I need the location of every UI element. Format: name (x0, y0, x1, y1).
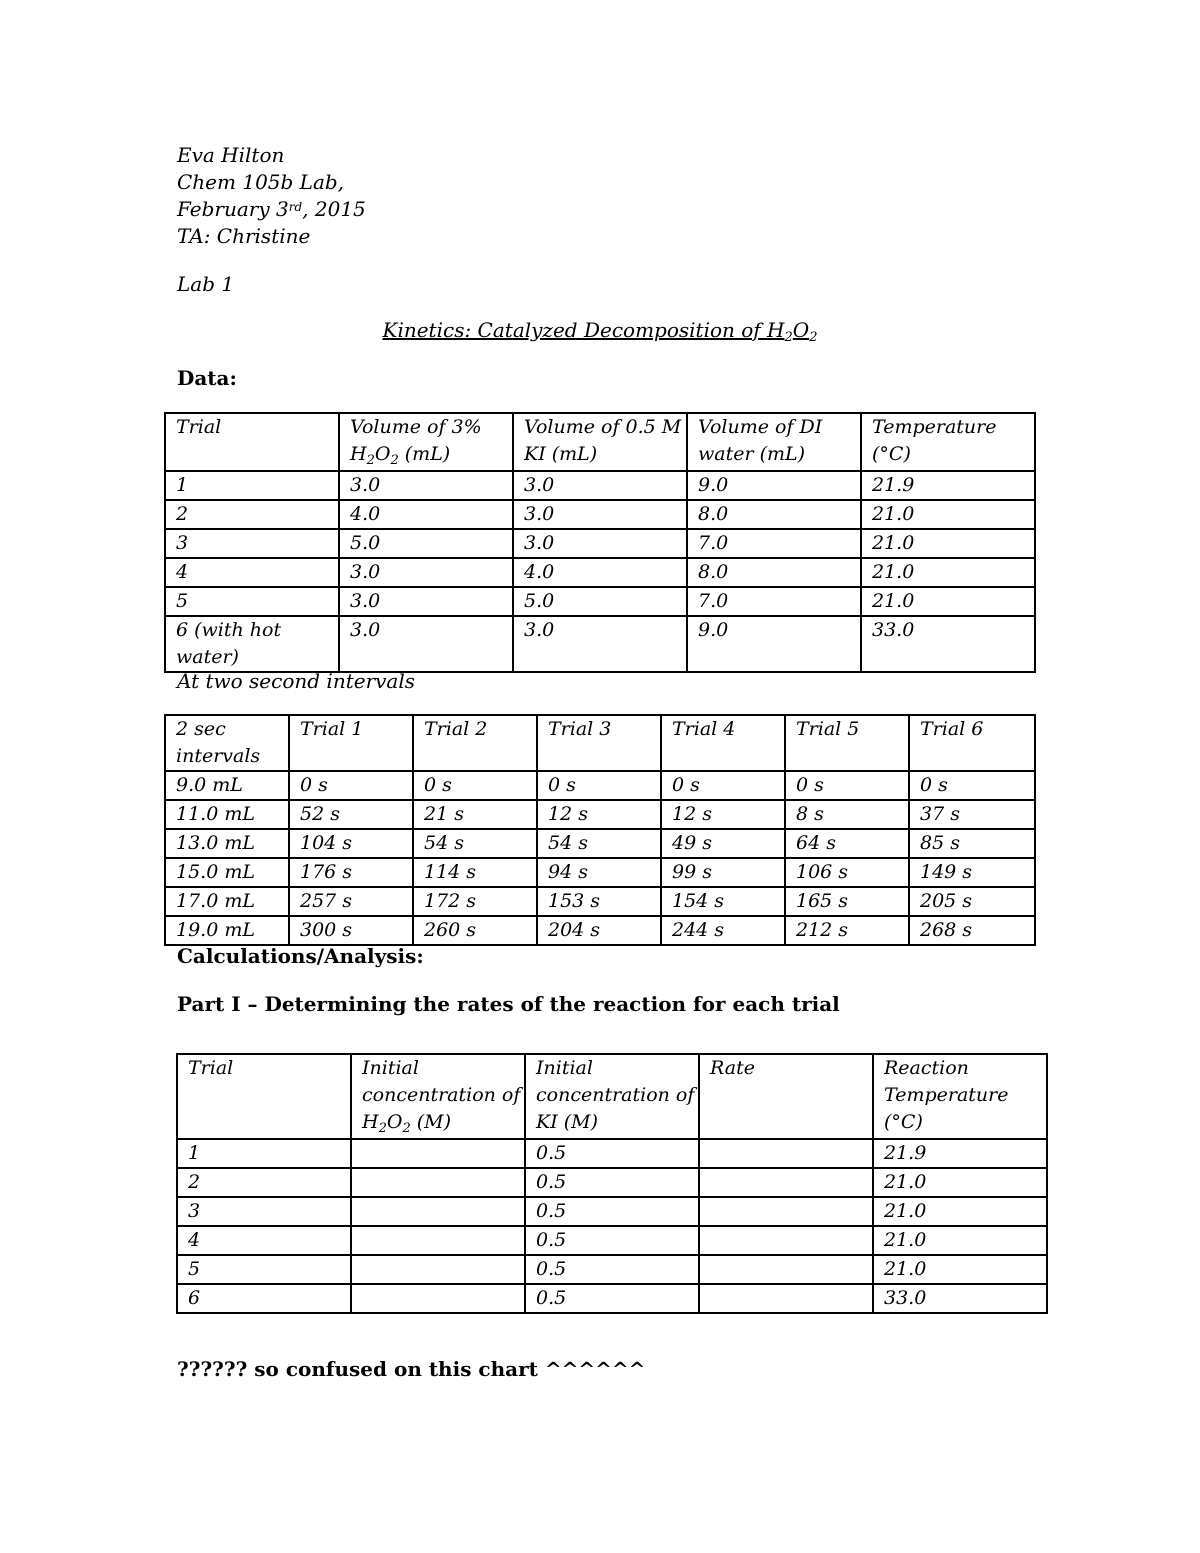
cell-ki: 3.0 (513, 471, 687, 500)
table-row (177, 1226, 1047, 1255)
cell-volume: 9.0 mL (165, 771, 289, 800)
intervals-table (164, 714, 1036, 946)
cell-ki-concentration: 0.5 (525, 1284, 699, 1313)
course-name: Chem 105b Lab, (177, 170, 345, 194)
header-rate: Rate (699, 1054, 873, 1139)
cell-h2o2-concentration (351, 1168, 525, 1197)
cell-time: 204 s (537, 916, 661, 945)
cell-time: 0 s (909, 771, 1035, 800)
cell-time: 8 s (785, 800, 909, 829)
cell-ki-concentration: 0.5 (525, 1226, 699, 1255)
cell-time: 212 s (785, 916, 909, 945)
cell-time: 205 s (909, 887, 1035, 916)
ta-name: TA: Christine (177, 224, 311, 248)
header-block (177, 142, 366, 250)
cell-h2o2-concentration (351, 1139, 525, 1168)
cell-ki-concentration: 0.5 (525, 1255, 699, 1284)
cell-time: 12 s (537, 800, 661, 829)
cell-volume: 13.0 mL (165, 829, 289, 858)
header-water-volume: Volume of DI water (mL) (687, 413, 861, 471)
cell-rate (699, 1168, 873, 1197)
header-h2o2-concentration: Initial concentration of $H_2O_2$ (M) (351, 1054, 525, 1139)
rates-table (176, 1053, 1048, 1314)
cell-time: 0 s (785, 771, 909, 800)
cell-ki: 4.0 (513, 558, 687, 587)
header-trial-4: Trial 4 (661, 715, 785, 771)
cell-time: 154 s (661, 887, 785, 916)
cell-trial: 2 (177, 1168, 351, 1197)
cell-time: 106 s (785, 858, 909, 887)
cell-water: 7.0 (687, 529, 861, 558)
table-row (177, 1284, 1047, 1313)
cell-time: 300 s (289, 916, 413, 945)
cell-volume: 15.0 mL (165, 858, 289, 887)
header-ki-concentration: Initial concentration of KI (M) (525, 1054, 699, 1139)
table-row (165, 616, 1035, 672)
cell-time: 64 s (785, 829, 909, 858)
cell-time: 260 s (413, 916, 537, 945)
cell-temp: 21.0 (873, 1168, 1047, 1197)
cell-time: 49 s (661, 829, 785, 858)
table-row (165, 800, 1035, 829)
cell-rate (699, 1284, 873, 1313)
cell-temp: 21.9 (873, 1139, 1047, 1168)
cell-time: 149 s (909, 858, 1035, 887)
cell-temp: 21.0 (861, 500, 1035, 529)
lab-number: Lab 1 (177, 272, 235, 296)
table-header-row (165, 715, 1035, 771)
header-h2o2-volume: Volume of 3% $H_2O_2$ (mL) (339, 413, 513, 471)
cell-h2o2: 3.0 (339, 558, 513, 587)
cell-trial: 5 (177, 1255, 351, 1284)
cell-h2o2-concentration (351, 1197, 525, 1226)
header-interval: 2 sec intervals (165, 715, 289, 771)
header-trial-3: Trial 3 (537, 715, 661, 771)
cell-temp: 21.0 (873, 1226, 1047, 1255)
table-row (177, 1139, 1047, 1168)
table-row (165, 771, 1035, 800)
cell-time: 0 s (413, 771, 537, 800)
cell-ki-concentration: 0.5 (525, 1168, 699, 1197)
volumes-table (164, 412, 1036, 673)
table-row (165, 858, 1035, 887)
cell-temp: 33.0 (861, 616, 1035, 672)
part-one-heading: Part I – Determining the rates of the reaction for each trial (177, 992, 840, 1016)
table-header-row (165, 413, 1035, 471)
cell-water: 8.0 (687, 558, 861, 587)
cell-time: 37 s (909, 800, 1035, 829)
cell-h2o2-concentration (351, 1284, 525, 1313)
cell-time: 0 s (289, 771, 413, 800)
data-heading: Data: (177, 366, 237, 390)
cell-trial: 3 (165, 529, 339, 558)
cell-trial: 6 (177, 1284, 351, 1313)
cell-water: 9.0 (687, 616, 861, 672)
table-row (165, 500, 1035, 529)
cell-time: 176 s (289, 858, 413, 887)
cell-time: 172 s (413, 887, 537, 916)
cell-rate (699, 1226, 873, 1255)
cell-temp: 21.0 (861, 587, 1035, 616)
cell-temp: 21.0 (861, 558, 1035, 587)
cell-temp: 21.0 (873, 1255, 1047, 1284)
cell-ki: 3.0 (513, 500, 687, 529)
cell-time: 244 s (661, 916, 785, 945)
table-row (165, 587, 1035, 616)
cell-volume: 11.0 mL (165, 800, 289, 829)
cell-rate (699, 1255, 873, 1284)
cell-ki: 3.0 (513, 529, 687, 558)
date: February 3rd, 2015 (177, 197, 366, 221)
cell-time: 12 s (661, 800, 785, 829)
header-trial: Trial (177, 1054, 351, 1139)
cell-time: 21 s (413, 800, 537, 829)
footer-note: ?????? so confused on this chart ^^^^^^ (177, 1357, 646, 1381)
cell-time: 257 s (289, 887, 413, 916)
cell-h2o2: 3.0 (339, 587, 513, 616)
header-reaction-temperature: Reaction Temperature (°C) (873, 1054, 1047, 1139)
cell-volume: 19.0 mL (165, 916, 289, 945)
table-row (165, 916, 1035, 945)
cell-time: 85 s (909, 829, 1035, 858)
cell-h2o2-concentration (351, 1255, 525, 1284)
cell-rate (699, 1197, 873, 1226)
header-trial-6: Trial 6 (909, 715, 1035, 771)
cell-h2o2: 5.0 (339, 529, 513, 558)
cell-trial: 3 (177, 1197, 351, 1226)
cell-trial: 4 (165, 558, 339, 587)
cell-h2o2: 3.0 (339, 616, 513, 672)
cell-trial: 1 (177, 1139, 351, 1168)
cell-water: 7.0 (687, 587, 861, 616)
cell-water: 9.0 (687, 471, 861, 500)
interval-note: At two second intervals (177, 669, 416, 693)
cell-time: 54 s (413, 829, 537, 858)
table-row (165, 829, 1035, 858)
cell-trial: 5 (165, 587, 339, 616)
cell-trial: 4 (177, 1226, 351, 1255)
cell-ki-concentration: 0.5 (525, 1139, 699, 1168)
table-row (165, 558, 1035, 587)
cell-temp: 21.0 (861, 529, 1035, 558)
table-row (177, 1168, 1047, 1197)
cell-h2o2-concentration (351, 1226, 525, 1255)
cell-h2o2: 3.0 (339, 471, 513, 500)
header-ki-volume: Volume of 0.5 M KI (mL) (513, 413, 687, 471)
cell-time: 104 s (289, 829, 413, 858)
cell-ki-concentration: 0.5 (525, 1197, 699, 1226)
cell-time: 94 s (537, 858, 661, 887)
header-trial-2: Trial 2 (413, 715, 537, 771)
table-header-row (177, 1054, 1047, 1139)
page-title: Kinetics: Catalyzed Decomposition of $H_2O_2$ (382, 318, 818, 345)
header-trial-1: Trial 1 (289, 715, 413, 771)
cell-temp: 21.0 (873, 1197, 1047, 1226)
cell-temp: 33.0 (873, 1284, 1047, 1313)
author-name: Eva Hilton (177, 143, 285, 167)
cell-temp: 21.9 (861, 471, 1035, 500)
calculations-heading: Calculations/Analysis: (177, 944, 424, 968)
cell-time: 153 s (537, 887, 661, 916)
header-trial: Trial (165, 413, 339, 471)
cell-trial: 2 (165, 500, 339, 529)
cell-volume: 17.0 mL (165, 887, 289, 916)
cell-time: 114 s (413, 858, 537, 887)
cell-trial: 1 (165, 471, 339, 500)
cell-time: 52 s (289, 800, 413, 829)
cell-time: 99 s (661, 858, 785, 887)
header-temperature: Temperature (°C) (861, 413, 1035, 471)
table-row (165, 529, 1035, 558)
cell-time: 268 s (909, 916, 1035, 945)
cell-trial: 6 (with hot water) (165, 616, 339, 672)
cell-time: 165 s (785, 887, 909, 916)
cell-time: 0 s (537, 771, 661, 800)
cell-rate (699, 1139, 873, 1168)
cell-h2o2: 4.0 (339, 500, 513, 529)
cell-time: 54 s (537, 829, 661, 858)
table-row (177, 1197, 1047, 1226)
table-row (165, 471, 1035, 500)
cell-water: 8.0 (687, 500, 861, 529)
cell-ki: 5.0 (513, 587, 687, 616)
header-trial-5: Trial 5 (785, 715, 909, 771)
cell-ki: 3.0 (513, 616, 687, 672)
table-row (177, 1255, 1047, 1284)
table-row (165, 887, 1035, 916)
cell-time: 0 s (661, 771, 785, 800)
